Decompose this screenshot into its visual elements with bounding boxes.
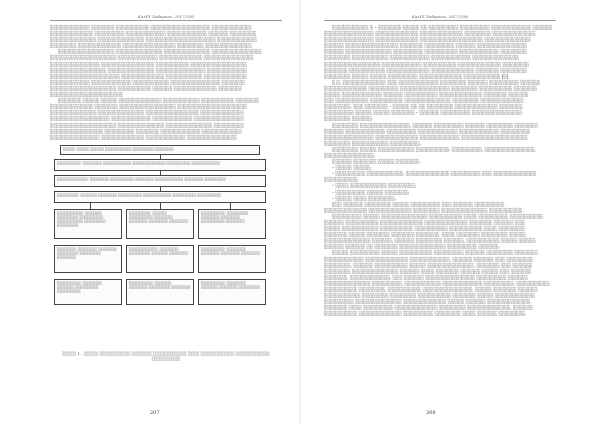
- text-line: – ░░░░░ ░░░░░;: [332, 166, 372, 172]
- text-line: ░░░ ░░░░░░ ░░░░░░░░ ░░░░░ ░░░░░░░░░ ░░░ ░░░░░░ ░░░░░░░░░: [332, 202, 505, 208]
- text-line: ░░░░░░░ ░░░░ ░░░░░░░░░ ░░░░░░░░░░░░░ ░░░░░░░░ ░░░░░░░░░░░░░, ░░░░░░: [324, 306, 534, 312]
- text-line: ░░░ ░░░░░░░░░░ ░░░░░░░░░░ ░░░░░░░░░░░░░░ ░░░░░░░░ ░░░░░░░░░░░░░: [324, 99, 524, 105]
- text-line: ░░░░░░ ░░░░░░ ░░ ░░░░░░░ ░░░░░░░░░░░░░░ ░░░░░░░░░ ░░░░░░.: [324, 245, 500, 251]
- text-line: ░░░░░░░░░░░░░░░ ░░░░░░░░░░░░░ ░░░░░░░░░░░░░ ░░░░░░░░ ░░░░░░░░░░░░░: [324, 32, 536, 38]
- text-line: ░░░░░░░░░░░░░░ ░░░░░░░░░, ░░░░░░░░░░░ ░░░░░░░░░░░░ ░░░░░░░░░. ░░░░░░░░░░: [324, 281, 550, 287]
- text-line: ░░░░░░ ░░░░░░░░░░░░ ░░░░░░░░░ ░░░░░░░░░░░░ ░░░░░░░░░░░░ ░░░░░░░░░: [324, 129, 531, 135]
- text-line: ░░░░░░░░░░ ░░░░░░░░, ░░░░░░░░░░ ░░░░░░░░░░░░░░░, ░░░░░ ░░░░░░░ ░░░░░░: [324, 288, 538, 294]
- text-line: ░░░░░░░░░ ░░░░░░░░░░░░░░ ░░░░░░░░░░░░░ ░░░░░ ░░░░░░ ░░░░░░░░░░░░░.: [324, 300, 532, 306]
- text-line: ░░░░░░░░ ░░░░░ ░░░░░ ░░░░░░░░░ ░░░░░░░░░░░░░ ░░░░░░░░░░░ [░]: [324, 74, 509, 80]
- text-line: ░░░░░░░░░░░░░ ░░░░░░░░░░░░░ ░░░░░░░░ ░░░░░░░░░░░░░░ ░░░░░░░░░░.: [324, 208, 524, 214]
- text-line: ░░░░░░░░░░░░░░ ░░░░░░░░░░░░░░ ░░░░░░░░░░░░░░░░ ░░░░░░░░░░░░░: [50, 111, 244, 117]
- diagram-box-stage-2: ░░░░░░░░░: ░░░░░░ ░░░░░░░░░░ ░░░░░░░░ ░░░░░░░░ ░░░░░░░░ ░░░░░░░░: [126, 209, 194, 239]
- right-page: [306, 0, 598, 424]
- right-page-body: [324, 26, 556, 319]
- text-line: ░░░░░░░░░░░░░░░ ░░░░░░░░░░░░░ ░░░░░░░░░░░░ ░░░░░░░░░░░░░░░: [50, 135, 237, 141]
- figure-caption: ░░░░░ 1 – ░░░░░ ░░░░░░░░░░░ ░░░░░░░ ░░░░░░░░░░░░ ░░░░ ░░░░░░░░░░░░ ░░░░░░░░░░░░ ░░░░░░░░░░: [62, 352, 270, 361]
- text-line: ░░░░░░ ░░░░░░░ ░░░░░ ░░░░░░░:: [332, 160, 421, 166]
- left-page-header: ҚазҰУ Хабаршы. 2017/1(8): [50, 14, 282, 21]
- text-line: ░░░░░░░░░░░░░░░░░░░░ ░░░░░░░░░░ ░░░░░░ ░░░░░░░░░░░░░ ░░░░░░░: [50, 86, 242, 92]
- text-line: ░░░░░░░░ ░░░░░░.: [324, 117, 374, 123]
- diagram-box-principles: ░░░░░░░░░░░░░: ░░░░░░░░ ░░░░░░░░░░ ░░░░░░░░ ░░░░░░░░░░░░ ░░░░░░░░ ░░░░░░░░░: [54, 175, 266, 187]
- text-line: – ░░░░░░░░░ ░░░░░ ░░░░░░░;: [332, 190, 410, 196]
- text-line: ░░░░░░░░░░░░░░░ ░░░░░░░░░░░░░ ░░░░░░░░░░░░ ░░░░░░░░░░░░░░░░░░░░: [324, 135, 528, 141]
- text-line: ░░░░░░░░░░░░░░░░░░░░░░: [50, 93, 124, 99]
- text-line: ░░░░░░░░. ░░░ ░░░░░░░ – ░░░░░ ░░ ░░ ░░░░░░░░ ░░░░░░░░░░░░░ ░░░░░░░: [324, 105, 523, 111]
- text-line: ░░░░░░░░░░░░░░ ░░░░░░░░░░░░░░ ░░░░░░░░░░░░░░░░░░░░░ ░░░░░░░░░░░░: [50, 38, 257, 44]
- text-line: ░░░░░░ ░░░░░░░░░░░░░░░░ ░░░░░░░ ░░░░░░░░░ ░░░░░░ ░░░░░░░░░░░░░░░: [324, 44, 527, 50]
- text-line: ░░░░░░░░░░░░░░░░░░ ░░░░░░░░░░░░ ░░░░░░░░░░░░ ░░░░░░░░░░░░░░░: [50, 117, 244, 123]
- diagram-box-result-1: ░░░░░░░░░░: ░░░░░░░░ ░░░░░░░ ░░░░░░░░░░ ░░░░░░░░░░: [54, 279, 122, 305]
- text-line: ░░░░░░░░░░░░░ ░░░░░░░░░ ░░░░░░░░░░░░░░░ ░░░░░░░░ ░░░░░░░░░░ ░░░░░░░: [324, 86, 537, 92]
- diagram-box-result-3: ░░░░░░░░░░: ░░░░░░░░ ░░░░░░░ ░░░░░░░░ ░░░░░░░░░: [198, 279, 266, 305]
- text-line: ░░░░░░░░ ░░░░░░░░░░░░░░ ░░░░░░ ░░░░ ░░░░░░░ ░░░░░░ ░░░░░ ░░░ ░░░░░░: [324, 269, 532, 275]
- text-line: ░░░░░░░░░░ ░░░░░░░░░░░░░ ░░░░░░░░░ ░░░░░░░░ ░░░░ ░░░░░░ ░░░░░░░░.: [324, 312, 527, 318]
- text-line: ░░░░░░░ ░░░░░ ░░░░░ ░░░░░░░░░░░░░ ░░░░░░░░░░░ ░░░░░░░░░░ ░░░░░░░: [58, 99, 260, 105]
- diagram-box-method-3: ░░░░░░░░░░: ░░░░░░░░ ░░░░░░░░ ░░░░░░░░ ░░░░░░░░: [198, 245, 266, 273]
- text-line: ░░░░░░░░░░░░ ░░░░░░░ ░░░░░░░░░░ ░░░░░░░░░░░░░░░░░░ ░░░░░░░░░░░░: [50, 26, 252, 31]
- left-paragraph-2: [50, 99, 282, 142]
- text-line: – ░░░░░░░░░ ░░░░░░░░░░░, ░░░░░░░░░░░░░ ░░░░░░░░░ ░░░ ░░░░░░░░░░░░░: [332, 172, 537, 178]
- text-line: ░░░░░░░░░░░░░░░░ ░░░░░░░░░ ░░░░░░░ ░░░░░░░░░░░░ ░░░░░░░░░░░░: [50, 129, 242, 135]
- page-number-right: 208: [426, 410, 436, 416]
- text-line: ░░░░░░░░░░░░░░░░░░░░░ ░░░░░░░░░░░░░ ░░░░░░░░░░░ ░░░░░░░░░░░░░: [50, 74, 247, 80]
- text-line: ░░░░░░░░░░░░░ ░░░░░░░░░ ░░░░░░░░░░░░ ░░░░░░░░░░░░ ░░░░░░ ░░░░░░░░: [50, 32, 257, 38]
- diagram-box-methodology: ░░░░░░░░░░: ░░░░░░░░ ░░░░░░░░░░░░ ░░░░░░░░░░░░░░ ░░░░░░░░░░ ░░░░░░░░░░░░: [54, 159, 266, 171]
- text-line: ░░░░░░░░ ░░░░░░░░░░░ ░░░░░░░░░░░░ ░░░░░░░░░░░░ ░░░░░░░░░░░░░░: [324, 56, 519, 62]
- diagram-box-goal: ░░░░░: ░░░░░ ░░░░░░ ░░░░░░░░░░░ ░░░░░░░░░ ░░░░░░░░: [60, 145, 260, 155]
- text-line: ░░░░░░░░░ ░░░░░ ░░░░░ ░░░░░░░ – ░░░░░░ ░░░░░░░░░ ░░░░░░░░░░░░░░░: [324, 111, 522, 117]
- flow-diagram: [50, 145, 282, 309]
- text-line: ░░░░░░░░░░░░░░░░░░░░ ░░░░░░░░░░░░ ░░░░░░░░░░░░░ ░░░░░░░░░░░░░░░: [50, 56, 254, 62]
- text-line: ░░░░░░░░ ░░░░░░░░░░░░░░░, ░░░░░░ ░░░░░░░░░ ░░░░░░ ░░░░░░░░ ░░░░░░░: [332, 123, 538, 129]
- text-line: ░░░░░░░ ░░░░░ ░░░░░░░ ░░░░░░░ ░░░░░░░. ░░░░ ░░░░░░░ ░░░░░░░░ ░░░░░: [324, 233, 526, 239]
- text-line: ░░░░░░░░░░░░ ░░░░░░░░░░░░ ░░░░░░░░░░░ ░░░░░░░░░░░░░░░ ░░░░░░░: [50, 80, 245, 86]
- text-line: ░░░░░░░░ ░░░░░ ░░░░░░░░░░░ ░░░░░░░░░░: ░░░░░░░░░, ░░░░░░░░░░░░░░░,: [332, 147, 536, 153]
- text-line: ░░░░░░░░, ░░░░░░ ░░░░░░░░░░ ░░░░░ ░░░░░░░░░░░░░░. ░░░░░░░ ░░░ ░░░░░░: [324, 263, 533, 269]
- right-page-header: ҚазҰУ Хабаршы. 2017/1(8): [324, 14, 556, 21]
- diagram-box-stage-3: ░░░░░░░░░░: ░░░░░░░░░ ░░░░░░░░ ░░░░░░░░ ░░░░░░░░░░ ░░░░░░░░: [198, 209, 266, 239]
- text-line: ░░░░░░░░░░░░░░░░░ ░░░░░░░░░░░░░░ ░░░░░░░░░░░░░░░ ░░░░░░░░░░░░: [50, 68, 247, 74]
- text-line: ░░░░░░░░░░░░░ ░░░░░░░ ░░░░░░░░░░░░░░░░░ ░░░░░░░░░░░░░░░░░░░░░: [50, 105, 247, 111]
- book-gutter: [298, 0, 302, 424]
- text-line: – ░░░░ ░░░░░░░░░░░ ░░░░░░░░;: [332, 184, 417, 190]
- diagram-box-stage-1: ░░░░░░░░░░░: ░░░░░░░ ░░░░░░░░░ ░░░░░░░░░░ ░░░░░░░░░░░ ░░░░░░░░░ ░░░░░░░░░: [54, 209, 122, 239]
- text-line: ░░░░░░░░░░░░░░ ░░░░░░, ░░░░░░ ░░░░░░░░ ░░░░░░, ░░░░░░░░░░ ░░░░░ ░░░░░: [324, 239, 536, 245]
- text-line: ░.░. ░░░░░░░░░░░░░ ░░░ ░░░░░░░░░░░░ ░░░░░░░░ ░░░░░░ ░░░░░░░░░ ░░░░░░: [332, 80, 541, 86]
- text-line: ░░░░░░░░ ░░░░░░░░░░░░░ ░░░░░░░░░░░░░░░░ ░░░░░░░░ ░░░░░░░░░░░░░░: [50, 44, 252, 50]
- text-line: ░░░░░░░░░░░░ ░░░░░░░░░░░░░ ░░░░░░░░░░░░, ░░░░░░ ░░░░░░ ░░░ ░░░░░░░░: [324, 257, 534, 263]
- text-line: ░░░░░ ░░░░░░░░░░░░ ░░░░░░ ░░░░░░░░░░ ░░░░░░░░░░░░░ ░░░░░░░ ░░░░░░: [324, 93, 529, 99]
- diagram-box-result-2: ░░░░░░░░░░: ░░░░░░░ ░░░░░░░░ ░░░░░░░░░ ░░░░░░░░: [126, 279, 194, 305]
- text-line: ░░░░░░░░░░░░░░░.: [324, 153, 376, 159]
- page-number-left: 207: [150, 410, 160, 416]
- text-line: ░░░░░░░░░ ░░░░░ ░░░░░░░░░░░░░░ ░░░░░░░░░░ ░░░░ ░░░░░░░░░ ░░░░░░░░░░: [332, 214, 543, 220]
- text-line: ░░░░░░░ ░░░░░░░░░░░ ░░░░░░░░░░░░░ ░░░░░░░░░░░░░ ░░░░░░░ ░░░░░░░░: [324, 68, 527, 74]
- text-line: ░░░░░░░░░░░░░░░░░ ░░░░░░░░░░░░ ░░░░░░░░░░ ░░░░░░░░░░░░░ ░░░░░░░░: [324, 62, 529, 68]
- text-line: – ░░░░░ ░░░░ ░░░░░░░░.: [332, 196, 397, 202]
- text-line: ░░░░░ ░░░░░░░░░░░ ░░░░░░░░░░ ░░░░░░░░░░ ░░░░░░░░░░ ░░░░ ░░░░░░░░: [324, 227, 526, 233]
- text-line: ░░░░░░░░░░░ ░░░░░░░░ ░░░░░░░░ ░░░░░░░░░░ ░░░░░░░ ░░░░░ ░░░░░░░░░░░░: [324, 294, 535, 300]
- diagram-box-method-2: ░░░░░░░░░░░░: ░░░░░░░░ ░░░░░░░░░ ░░░░░░░ ░░░░░░░░: [126, 245, 194, 273]
- text-line: ░░░░░░ ░░░░░░░░░░ ░░░░░░░░░░░░░ ░░░░░░░░░░░░░ ░░░░░░░ ░░░░░░ ░░░: [324, 221, 526, 226]
- left-page: [0, 0, 292, 424]
- text-line: ░░░░░░░░░░░░░░░░░ ░░░░░░░░░░░░░░ ░░░░░░░░░░░░░░ ░░░░░░░░░░░░░░░: [58, 50, 262, 56]
- text-line: ░░░░░░░░░░;: [324, 178, 359, 184]
- left-paragraph-1: [50, 26, 282, 99]
- diagram-box-method-1: ░░░░░░░░: ░░░░░░░░ ░░░░░░░░ ░░░░░░░░░ ░░░░░░░░░ ░░░░░░░░: [54, 245, 122, 273]
- text-line: ░░░░░░░░░░░░░░░ ░░░░░░░░░░░░░░░░ ░░░░░░░░░░ ░░░░░░░░░░░░░░░░░: [50, 62, 247, 68]
- text-line: ░░░░░░░░░░░ ░ – ░░░░░░░ ░░░░░ ░░ ░░░░░░░░░ ░░░░░░░░░ ░░░░░░░░░░░░ ░░░░░░: [332, 26, 553, 31]
- text-line: ░░░░░░ ░░░░░░░░░░░░░░ ░░░░░░░░░ ░░░░░░░░░░ ░░░░░░░░░░░░ ░░░░░░░░: [324, 50, 527, 56]
- text-line: ░░░░░░░░ ░░░░░░░░░░░ ░░░░░░░░░.: [324, 141, 422, 147]
- text-line: ░░░░░░░░░░░░░░░░░░░░ ░░░░░░░░░░░░░░ ░░░░░░░░░░░░░░ ░░░░░░░░░: [50, 123, 244, 129]
- diagram-box-content: ░░░░░░░░░: ░░░░░░░ ░░░░░░░░ ░░░░░░░░░░ ░░░░░░░░░░░░ ░░░░░░░░░░ ░░░░░░░░░░: [54, 191, 266, 203]
- text-line: ░░░░░ ░░░░░░░░░ ░░░░░ ░░░░░░░░░░ ░░░░░░░░░ ░░░░░░ ░░░░░░░░ ░░░░░░░: [332, 251, 538, 257]
- text-line: ░░░░░░░░░░░░░░░ ░░░░░░░░░░░░░ ░░░░░░░░░░░░░░░░░░░ ░░░░░░░░░░░░░░: [324, 38, 531, 44]
- text-line: ░░░░░░░, ░░░░░░░░░░░░, ░░░ ░░░░░░ ░░░░░░░░░░░░░░░ ░░░░░░░░░ ░░░░░░: [324, 275, 528, 281]
